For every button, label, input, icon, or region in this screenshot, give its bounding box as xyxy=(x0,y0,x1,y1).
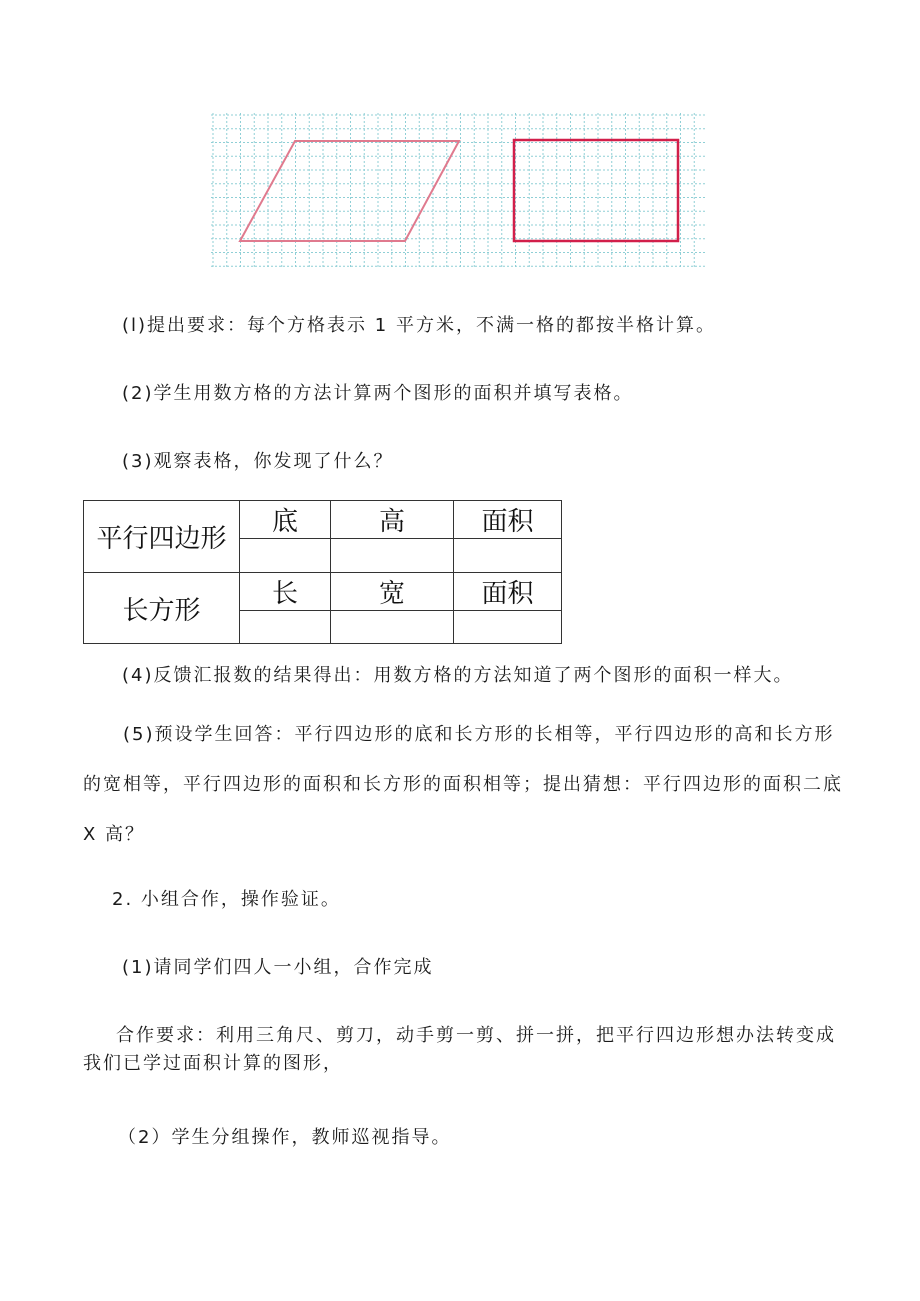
grid-lines xyxy=(211,113,707,269)
input-cell[interactable] xyxy=(240,611,331,644)
input-cell[interactable] xyxy=(240,539,331,573)
header-base: 底 xyxy=(240,501,331,539)
step-7: （2）学生分组操作，教师巡视指导。 xyxy=(118,1127,452,1148)
step-3: (3)观察表格，你发现了什么？ xyxy=(122,451,394,472)
header-area: 面积 xyxy=(454,501,562,539)
requirement-line-2: 我们已学过面积计算的图形， xyxy=(83,1053,343,1074)
comparison-table xyxy=(83,500,562,644)
step-5-line-1: (5)预设学生回答：平行四边形的底和长方形的长相等，平行四边形的高和长方形 xyxy=(123,724,835,745)
grid-figure xyxy=(211,113,707,269)
cooperation-requirement xyxy=(83,1022,836,1078)
header-length: 长 xyxy=(240,573,331,611)
requirement-line-1: 合作要求：利用三角尺、剪刀，动手剪一剪、拼一拼，把平行四边形想办法转变成 xyxy=(116,1025,836,1046)
input-cell[interactable] xyxy=(331,539,454,573)
step-5-line-3: X 高？ xyxy=(83,824,146,845)
row-label-rectangle: 长方形 xyxy=(84,573,240,644)
step-1: (l)提出要求：每个方格表示 1 平方米，不满一格的都按半格计算。 xyxy=(122,315,716,336)
section-2-heading: 2. 小组合作，操作验证。 xyxy=(112,889,341,910)
step-6: (1)请同学们四人一小组，合作完成 xyxy=(122,957,434,978)
step-4: (4)反馈汇报数的结果得出：用数方格的方法知道了两个图形的面积一样大。 xyxy=(122,665,794,686)
input-cell[interactable] xyxy=(454,611,562,644)
input-cell[interactable] xyxy=(331,611,454,644)
step-2: (2)学生用数方格的方法计算两个图形的面积并填写表格。 xyxy=(122,383,634,404)
step-5 xyxy=(83,710,843,860)
header-width: 宽 xyxy=(331,573,454,611)
header-height: 高 xyxy=(331,501,454,539)
step-5-line-2: 的宽相等，平行四边形的面积和长方形的面积相等；提出猜想：平行四边形的面积二底 xyxy=(83,774,843,795)
header-area: 面积 xyxy=(454,573,562,611)
input-cell[interactable] xyxy=(454,539,562,573)
row-label-parallelogram: 平行四边形 xyxy=(84,501,240,573)
